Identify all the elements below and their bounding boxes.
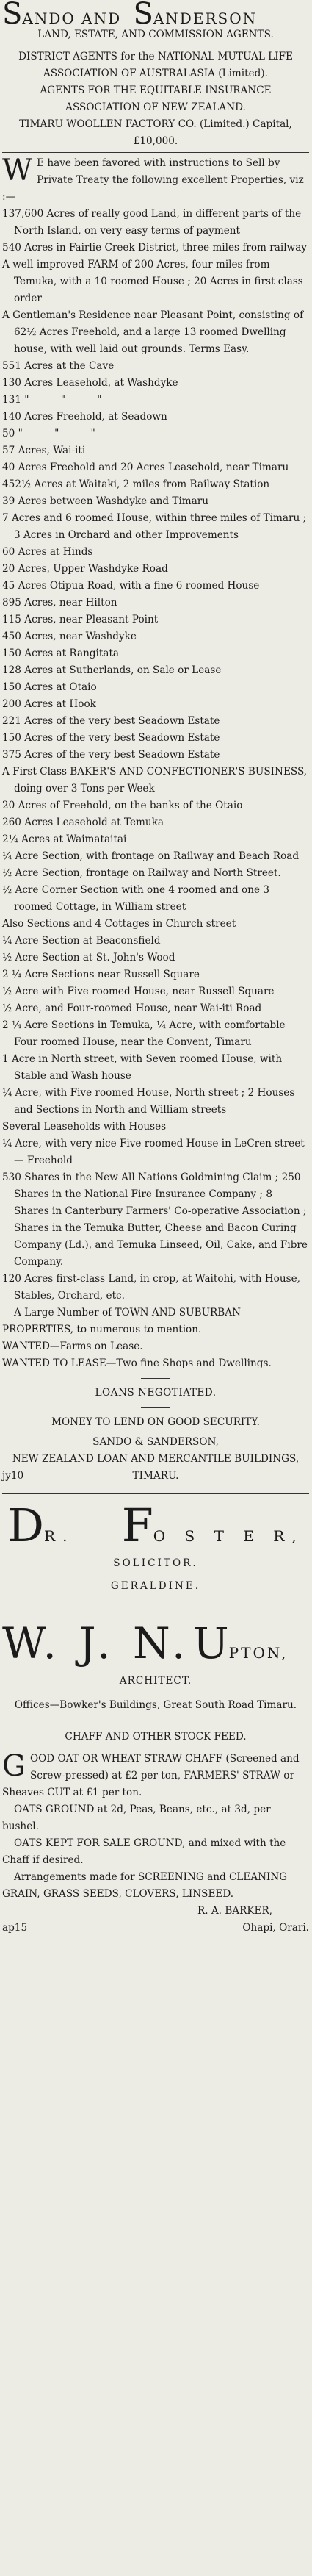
upton-name bbox=[2, 1618, 309, 1668]
list-item: 150 Acres at Otaio bbox=[2, 681, 97, 693]
list-item: 39 Acres between Washdyke and Timaru bbox=[2, 495, 209, 507]
chaff-heading: CHAFF AND OTHER STOCK FEED. bbox=[65, 1731, 247, 1743]
list-item: 150 Acres at Rangitata bbox=[2, 647, 120, 659]
list-item: 20 Acres, Upper Washdyke Road bbox=[2, 563, 168, 575]
list-item: ¼ Acre Section, with frontage on Railway and Beach Road bbox=[2, 850, 300, 862]
list-item: 200 Acres at Hook bbox=[2, 698, 96, 710]
foster-name-rest: O S T E R, bbox=[153, 1527, 304, 1545]
big-d: D bbox=[7, 1499, 45, 1552]
foster-name bbox=[2, 1499, 309, 1552]
drop-cap-w: W bbox=[2, 154, 33, 187]
chaff-para-2: OATS GROUND at 2d, Peas, Beans, etc., at 3d, per bushel. bbox=[2, 1804, 271, 1832]
barker-name: R. A. BARKER, bbox=[197, 1905, 272, 1917]
list-item: 375 Acres of the very best Seadown Estate bbox=[2, 749, 220, 761]
list-item: 50 " " " bbox=[2, 428, 95, 440]
list-item: Several Leaseholds with Houses bbox=[2, 1121, 167, 1133]
list-item: A Large Number of TOWN AND SUBURBAN PROPERTIES, to numerous to mention. bbox=[2, 1307, 241, 1335]
list-item: 450 Acres, near Washdyke bbox=[2, 631, 137, 642]
list-item: ½ Acre Section, frontage on Railway and North Street. bbox=[2, 867, 281, 879]
list-item: 140 Acres Freehold, at Seadown bbox=[2, 411, 167, 423]
upton-title: ARCHITECT. bbox=[119, 1675, 192, 1687]
list-item: ½ Acre, and Four-roomed House, near Wai-iti Road bbox=[2, 1002, 262, 1014]
list-item: Also Sections and 4 Cottages in Church street bbox=[2, 918, 236, 930]
list-item: WANTED TO LEASE—Two fine Shops and Dwellings. bbox=[2, 1357, 272, 1369]
list-item: 60 Acres at Hinds bbox=[2, 546, 93, 558]
list-item: A First Class BAKER'S AND CONFECTIONER'S BUSINESS, doing over 3 Tons per Week bbox=[2, 766, 308, 794]
list-item: 2¼ Acres at Waimataitai bbox=[2, 833, 127, 845]
short-divider bbox=[141, 1378, 170, 1379]
list-item: 551 Acres at the Cave bbox=[2, 360, 115, 372]
list-item: 57 Acres, Wai-iti bbox=[2, 445, 86, 456]
woollen-factory-line: TIMARU WOOLLEN FACTORY CO. (Limited.) Capital, £10,000. bbox=[19, 118, 292, 147]
intro-paragraph bbox=[2, 155, 309, 206]
divider bbox=[2, 1493, 309, 1494]
chaff-advertisement bbox=[2, 1729, 309, 1937]
list-item: 452½ Acres at Waitaki, 2 miles from Railway Station bbox=[2, 478, 270, 490]
barker-footer bbox=[2, 1920, 309, 1937]
chaff-para-1-text: OOD OAT OR WHEAT STRAW CHAFF (Screened and Screw-pressed) at £2 per ton, FARMERS' STRAW or Sheaves CUT at £1 per ton. bbox=[2, 1753, 300, 1798]
upton-offices: Offices—Bowker's Buildings, Great South Road Timaru. bbox=[14, 1699, 297, 1711]
list-item: 20 Acres of Freehold, on the banks of the Otaio bbox=[2, 800, 243, 811]
list-item: ½ Acre with Five roomed House, near Russell Square bbox=[2, 986, 275, 997]
signoff-name: SANDO & SANDERSON, bbox=[92, 1436, 219, 1448]
sando-sanderson-advertisement bbox=[2, 1, 309, 1485]
list-item: 137,600 Acres of really good Land, in different parts of the North Island, on very easy terms of payment bbox=[2, 208, 302, 237]
upton-name-rest: PTON, bbox=[228, 1644, 289, 1662]
list-item: A well improved FARM of 200 Acres, four miles from Temuka, with a 10 roomed House ; 20 Acres in first class order bbox=[2, 259, 303, 304]
big-f: F bbox=[121, 1499, 153, 1552]
list-item: 40 Acres Freehold and 20 Acres Leasehold, near Timaru bbox=[2, 462, 289, 473]
chaff-code: ap15 bbox=[2, 1922, 28, 1934]
list-item: 530 Shares in the New All Nations Goldmining Claim ; 250 Shares in the National Fire Insurance Company ; 8 Shares in Canterbury Farmers' Co-operative Association ; Shares in the Temuka Butter, Cheese and Bacon Curing Company (Ld.), and Temuka Linseed, Oil, Cake, and Fibre Company. bbox=[2, 1172, 308, 1268]
list-item: 540 Acres in Fairlie Creek District, three miles from railway bbox=[2, 242, 307, 254]
divider bbox=[2, 152, 309, 153]
list-item: 130 Acres Leasehold, at Washdyke bbox=[2, 377, 178, 389]
chaff-para-3: OATS KEPT FOR SALE GROUND, and mixed with the Chaff if desired. bbox=[2, 1837, 286, 1866]
list-item: 1 Acre in North street, with Seven roomed House, with Stable and Wash house bbox=[2, 1053, 283, 1082]
header-big-s-2: S bbox=[133, 1, 153, 26]
foster-advertisement bbox=[2, 1496, 309, 1598]
list-item: 131 " " " bbox=[2, 394, 102, 406]
ad-code: jy10 bbox=[2, 1470, 24, 1482]
foster-title: SOLICITOR. bbox=[113, 1557, 198, 1569]
list-item: 2 ¼ Acre Sections near Russell Square bbox=[2, 969, 200, 980]
list-item: ¼ Acre, with very nice Five roomed House in LeCren street — Freehold bbox=[2, 1138, 305, 1166]
header-word-1: ANDO AND bbox=[22, 10, 122, 26]
list-item: 120 Acres first-class Land, in crop, at Waitohi, with House, Stables, Orchard, etc. bbox=[2, 1273, 300, 1302]
chaff-para-4: Arrangements made for SCREENING and CLEANING GRAIN, GRASS SEEDS, CLOVERS, LINSEED. bbox=[2, 1871, 288, 1900]
land-estate-line: LAND, ESTATE, AND COMMISSION AGENTS. bbox=[37, 29, 274, 40]
dr-rest: R. bbox=[44, 1527, 75, 1545]
equitable-agents-line: AGENTS FOR THE EQUITABLE INSURANCE ASSOCIATION OF NEW ZEALAND. bbox=[40, 85, 272, 113]
big-u: U bbox=[192, 1618, 229, 1668]
property-list bbox=[2, 206, 309, 1372]
foster-town: GERALDINE. bbox=[110, 1580, 201, 1592]
list-item: WANTED—Farms on Lease. bbox=[2, 1341, 143, 1352]
list-item: ¼ Acre, with Five roomed House, North street ; 2 Houses and Sections in North and William streets bbox=[2, 1087, 295, 1116]
money-to-lend: MONEY TO LEND ON GOOD SECURITY. bbox=[51, 1416, 260, 1428]
firm-address: NEW ZEALAND LOAN AND MERCANTILE BUILDINGS, TIMARU. bbox=[12, 1453, 300, 1482]
header-big-s: S bbox=[2, 1, 23, 26]
barker-place: Ohapi, Orari. bbox=[242, 1922, 309, 1934]
list-item: 150 Acres of the very best Seadown Estate bbox=[2, 732, 220, 744]
drop-cap-g: G bbox=[2, 1749, 26, 1783]
list-item: A Gentleman's Residence near Pleasant Point, consisting of 62½ Acres Freehold, and a large 13 roomed Dwelling house, with well laid out grounds. Terms Easy. bbox=[2, 309, 304, 355]
list-item: 260 Acres Leasehold at Temuka bbox=[2, 817, 164, 828]
chaff-para-1 bbox=[2, 1751, 309, 1801]
list-item: 221 Acres of the very best Seadown Estate bbox=[2, 715, 220, 727]
header-word-2: ANDERSON bbox=[153, 10, 258, 26]
list-item: 7 Acres and 6 roomed House, within three miles of Timaru ; 3 Acres in Orchard and other Improvements bbox=[2, 512, 307, 541]
list-item: 895 Acres, near Hilton bbox=[2, 597, 117, 609]
list-item: ½ Acre Section at St. John's Wood bbox=[2, 952, 175, 964]
list-item: 2 ¼ Acre Sections in Temuka, ¼ Acre, with comfortable Four roomed House, near the Convent, Timaru bbox=[2, 1019, 286, 1048]
upton-advertisement bbox=[2, 1612, 309, 1717]
district-agents-line: DISTRICT AGENTS for the NATIONAL MUTUAL LIFE ASSOCIATION OF AUSTRALASIA (Limited). bbox=[18, 51, 293, 79]
upton-initials: W. J. N. bbox=[2, 1618, 190, 1668]
list-item: 128 Acres at Sutherlands, on Sale or Lease bbox=[2, 664, 222, 676]
list-item: 45 Acres Otipua Road, with a fine 6 roomed House bbox=[2, 580, 260, 592]
intro-text: E have been favored with instructions to Sell by Private Treaty the following excellent Properties, viz :— bbox=[2, 157, 304, 203]
short-divider bbox=[141, 1407, 170, 1408]
list-item: ¼ Acre Section at Beaconsfield bbox=[2, 935, 161, 947]
sando-header bbox=[2, 1, 309, 26]
loans-negotiated: LOANS NEGOTIATED. bbox=[95, 1387, 217, 1399]
list-item: ½ Acre Corner Section with one 4 roomed and one 3 roomed Cottage, in William street bbox=[2, 884, 269, 913]
list-item: 115 Acres, near Pleasant Point bbox=[2, 614, 159, 625]
